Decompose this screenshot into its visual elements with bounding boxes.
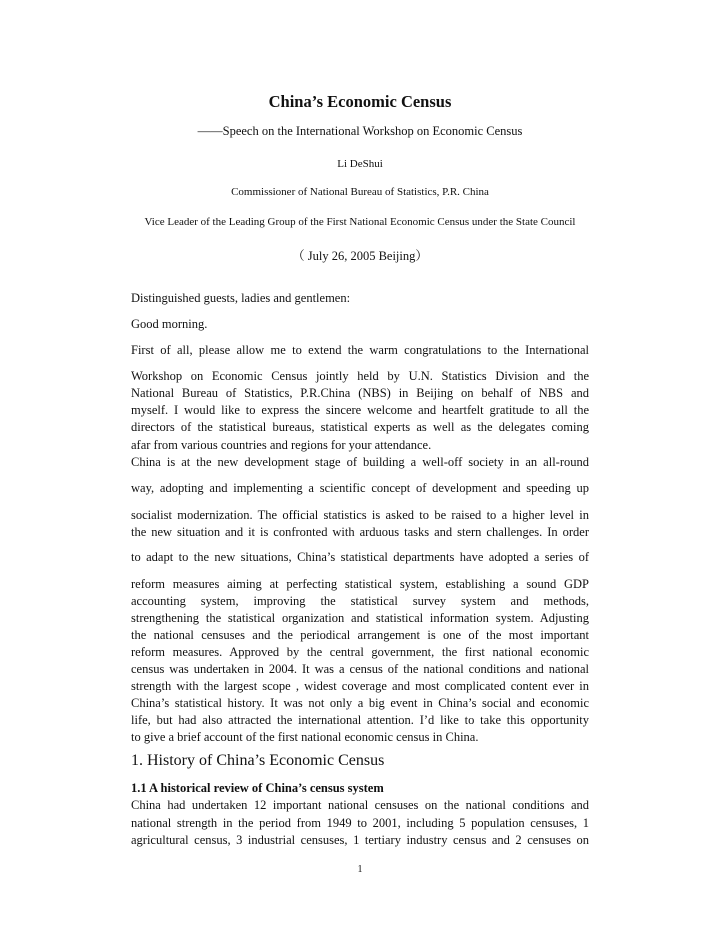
paragraph-line: China is at the new development stage of building a well-off society in an all-round [131,455,589,469]
paragraph-line: reform measures. Approved by the central government, the first national economic [131,645,589,659]
paragraph-line: strengthening the statistical organization and statistical information system. Adjusting [131,611,589,625]
paragraph-line: myself. I would like to express the sincere welcome and heartfelt gratitude to all the [131,403,589,417]
paragraph-line: China’s statistical history. It was not only a big event in China’s social and economic [131,696,589,710]
paragraph-line: the new situation and it is confronted with arduous tasks and stern challenges. In order [131,525,589,539]
paragraph-line: strength with the largest scope , widest coverage and most complicated content ever in [131,679,589,693]
paragraph-line: reform measures aiming at perfecting statistical system, establishing a sound GDP [131,577,589,591]
author-role-2: Vice Leader of the Leading Group of the First National Economic Census under the State Council [144,216,576,228]
paragraph-line: socialist modernization. The official statistics is asked to be raised to a higher level in [131,508,589,522]
paragraph-line: China had undertaken 12 important national censuses on the national conditions and [131,798,589,812]
paragraph-line: agricultural census, 3 industrial censuses, 1 tertiary industry census and 2 censuses on [131,833,589,847]
paragraph-line: directors of the statistical bureaus, statistical experts as well as the delegates coming [131,420,589,434]
paragraph-line: National Bureau of Statistics, P.R.China (NBS) in Beijing on behalf of NBS and [131,386,589,400]
paragraph-line: Workshop on Economic Census jointly held by U.N. Statistics Division and the [131,369,589,383]
paragraph-line: census was undertaken in 2004. It was a census of the national conditions and national [131,662,589,676]
paragraph-line: way, adopting and implementing a scientific concept of development and speeding up [131,481,589,495]
document-title: China’s Economic Census [268,92,452,111]
paragraph-line: life, but had also attracted the international attention. I’d like to take this opportunity [131,713,589,727]
author-name: Li DeShui [337,158,383,170]
paragraph-line: to adapt to the new situations, China’s statistical departments have adopted a series of [131,550,589,564]
paragraph-line: accounting system, improving the statistical survey system and methods, [131,594,589,608]
salutation: Distinguished guests, ladies and gentlemen: [131,291,351,305]
author-role-1: Commissioner of National Bureau of Statistics, P.R. China [231,186,489,198]
page-number: 1 [357,864,363,875]
greeting: Good morning. [131,317,208,331]
subsection-heading: 1.1 A historical review of China’s census system [131,781,384,795]
paragraph-line: First of all, please allow me to extend the warm congratulations to the International [131,343,589,357]
paragraph-line: national strength in the period from 1949 to 2001, including 5 population censuses, 1 [131,816,589,830]
document-subtitle: ——Speech on the International Workshop on Economic Census [197,124,523,138]
section-heading: 1. History of China’s Economic Census [131,752,385,769]
paragraph-line: to give a brief account of the first national economic census in China. [131,730,479,744]
dateline: （ July 26, 2005 Beijing） [292,249,428,263]
paragraph-line: the national censuses and the periodical arrangement is one of the most important [131,628,589,642]
paragraph-line: afar from various countries and regions for your attendance. [131,438,432,452]
